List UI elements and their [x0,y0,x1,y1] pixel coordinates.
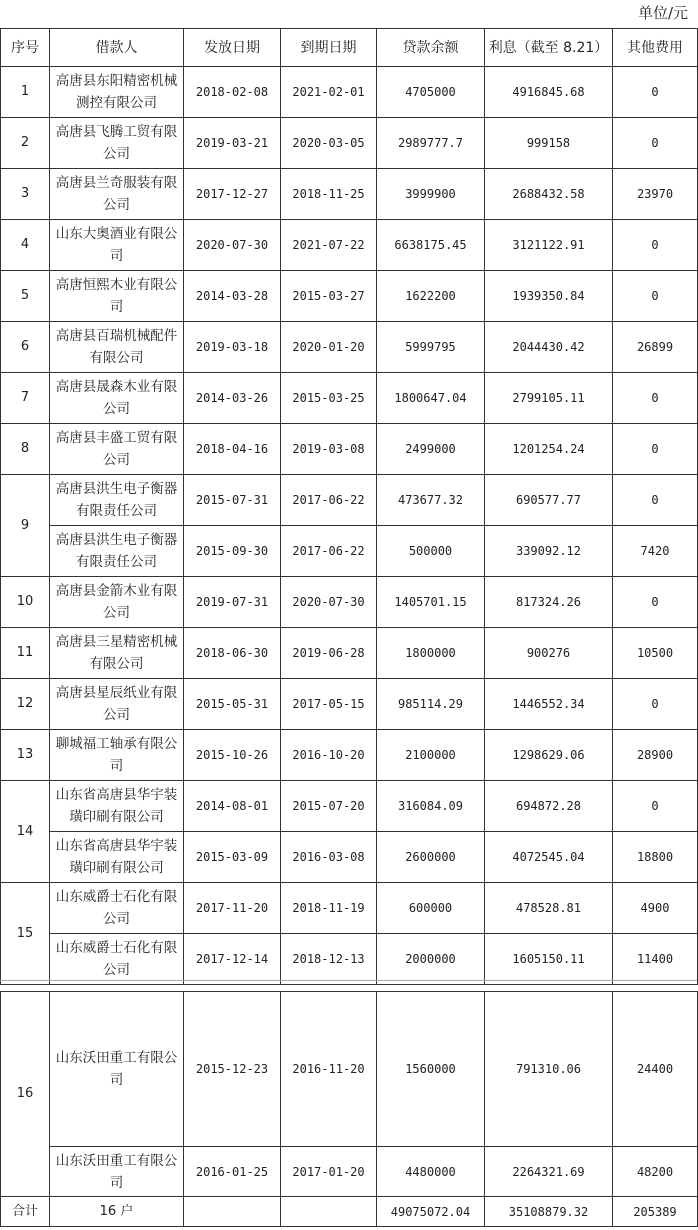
row-interest: 2799105.11 [485,373,613,424]
row-borrower: 高唐恒熙木业有限公司 [50,271,184,322]
row-issue-date: 2015-05-31 [184,679,281,730]
row-due-date: 2018-11-19 [281,883,377,934]
row-issue-date: 2014-03-26 [184,373,281,424]
row-borrower: 山东省高唐县华宇装璜印刷有限公司 [50,832,184,883]
row-issue-date: 2017-11-20 [184,883,281,934]
row-interest: 694872.28 [485,781,613,832]
total-balance: 49075072.04 [377,1197,485,1227]
header-issue-date: 发放日期 [184,29,281,67]
row-due-date: 2020-01-20 [281,322,377,373]
row-interest: 791310.06 [485,992,613,1147]
total-empty-issue [184,1197,281,1227]
row-balance: 1622200 [377,271,485,322]
row-fees: 0 [613,679,698,730]
row-interest: 690577.77 [485,475,613,526]
row-issue-date: 2019-07-31 [184,577,281,628]
row-borrower: 高唐县洪生电子衡器有限责任公司 [50,526,184,577]
row-borrower: 聊城福工轴承有限公司 [50,730,184,781]
table-row [1,271,698,322]
row-seq: 5 [1,271,50,322]
row-interest: 1939350.84 [485,271,613,322]
row-due-date: 2015-03-27 [281,271,377,322]
header-row [1,29,698,67]
row-borrower: 高唐县星辰纸业有限公司 [50,679,184,730]
row-borrower: 高唐县兰奇服装有限公司 [50,169,184,220]
row-borrower: 山东威爵士石化有限公司 [50,934,184,985]
table-row [1,781,698,832]
row-fees: 28900 [613,730,698,781]
row-fees: 0 [613,475,698,526]
row-borrower: 山东沃田重工有限公司 [50,992,184,1147]
row-interest: 2044430.42 [485,322,613,373]
row-borrower: 高唐县三星精密机械有限公司 [50,628,184,679]
row-interest: 817324.26 [485,577,613,628]
row-due-date: 2015-03-25 [281,373,377,424]
row-balance: 500000 [377,526,485,577]
row-fees: 0 [613,577,698,628]
row-issue-date: 2015-09-30 [184,526,281,577]
row-due-date: 2020-03-05 [281,118,377,169]
row-due-date: 2017-05-15 [281,679,377,730]
row-issue-date: 2018-06-30 [184,628,281,679]
row-issue-date: 2015-10-26 [184,730,281,781]
row-balance: 2989777.7 [377,118,485,169]
row-fees: 0 [613,271,698,322]
row-balance: 5999795 [377,322,485,373]
row-issue-date: 2017-12-14 [184,934,281,985]
row-balance: 6638175.45 [377,220,485,271]
page-break-line [0,980,697,981]
row-issue-date: 2014-08-01 [184,781,281,832]
header-balance: 贷款余额 [377,29,485,67]
row-issue-date: 2017-12-27 [184,169,281,220]
total-row [1,1197,698,1227]
row-balance: 985114.29 [377,679,485,730]
row-seq: 6 [1,322,50,373]
row-borrower: 山东省高唐县华宇装璜印刷有限公司 [50,781,184,832]
table-row [1,526,698,577]
row-seq: 2 [1,118,50,169]
row-interest: 1298629.06 [485,730,613,781]
row-interest: 3121122.91 [485,220,613,271]
row-issue-date: 2015-07-31 [184,475,281,526]
row-balance: 600000 [377,883,485,934]
table-row [1,679,698,730]
row-fees: 11400 [613,934,698,985]
row-balance: 2499000 [377,424,485,475]
header-seq: 序号 [1,29,50,67]
row-interest: 1605150.11 [485,934,613,985]
row-borrower: 高唐县百瑞机械配件有限公司 [50,322,184,373]
row-balance: 1560000 [377,992,485,1147]
table-row [1,577,698,628]
row-borrower: 山东沃田重工有限公司 [50,1147,184,1197]
table-row [1,373,698,424]
row-fees: 4900 [613,883,698,934]
row-due-date: 2017-06-22 [281,475,377,526]
row-fees: 18800 [613,832,698,883]
table-row [1,424,698,475]
row-fees: 0 [613,781,698,832]
loan-table-continued [0,991,698,1227]
header-due-date: 到期日期 [281,29,377,67]
row-issue-date: 2015-03-09 [184,832,281,883]
row-interest: 999158 [485,118,613,169]
table-row [1,1147,698,1197]
row-interest: 478528.81 [485,883,613,934]
row-interest: 2264321.69 [485,1147,613,1197]
total-empty-due [281,1197,377,1227]
row-seq: 4 [1,220,50,271]
row-seq: 13 [1,730,50,781]
row-balance: 473677.32 [377,475,485,526]
row-due-date: 2015-07-20 [281,781,377,832]
row-seq: 1 [1,67,50,118]
table-row [1,992,698,1147]
row-due-date: 2021-02-01 [281,67,377,118]
table-row [1,475,698,526]
row-borrower: 高唐县东阳精密机械测控有限公司 [50,67,184,118]
header-interest: 利息（截至 8.21） [485,29,613,67]
row-interest: 4072545.04 [485,832,613,883]
table-row [1,883,698,934]
row-fees: 0 [613,118,698,169]
row-due-date: 2016-11-20 [281,992,377,1147]
row-due-date: 2017-01-20 [281,1147,377,1197]
row-fees: 0 [613,67,698,118]
header-borrower: 借款人 [50,29,184,67]
row-fees: 24400 [613,992,698,1147]
row-balance: 4705000 [377,67,485,118]
row-issue-date: 2018-04-16 [184,424,281,475]
row-fees: 7420 [613,526,698,577]
row-fees: 26899 [613,322,698,373]
row-balance: 316084.09 [377,781,485,832]
row-borrower: 高唐县丰盛工贸有限公司 [50,424,184,475]
row-due-date: 2020-07-30 [281,577,377,628]
row-fees: 0 [613,220,698,271]
row-due-date: 2016-10-20 [281,730,377,781]
row-fees: 0 [613,373,698,424]
row-due-date: 2018-11-25 [281,169,377,220]
table-row [1,220,698,271]
row-due-date: 2017-06-22 [281,526,377,577]
row-fees: 10500 [613,628,698,679]
row-balance: 1405701.15 [377,577,485,628]
total-count: 16 户 [50,1197,184,1227]
row-interest: 2688432.58 [485,169,613,220]
header-fees: 其他费用 [613,29,698,67]
row-seq: 16 [1,992,50,1197]
row-due-date: 2019-06-28 [281,628,377,679]
total-fees: 205389 [613,1197,698,1227]
row-seq: 12 [1,679,50,730]
loan-table [0,28,698,985]
row-interest: 1201254.24 [485,424,613,475]
table-row [1,322,698,373]
row-issue-date: 2014-03-28 [184,271,281,322]
row-interest: 4916845.68 [485,67,613,118]
table-row [1,832,698,883]
row-seq: 15 [1,883,50,985]
row-balance: 2600000 [377,832,485,883]
row-issue-date: 2020-07-30 [184,220,281,271]
row-due-date: 2019-03-08 [281,424,377,475]
row-issue-date: 2019-03-21 [184,118,281,169]
row-seq: 14 [1,781,50,883]
row-balance: 2100000 [377,730,485,781]
table-row [1,169,698,220]
row-balance: 1800000 [377,628,485,679]
row-interest: 900276 [485,628,613,679]
row-seq: 11 [1,628,50,679]
row-borrower: 山东大奥酒业有限公司 [50,220,184,271]
row-borrower: 高唐县晟森木业有限公司 [50,373,184,424]
row-balance: 1800647.04 [377,373,485,424]
row-issue-date: 2018-02-08 [184,67,281,118]
row-borrower: 高唐县飞腾工贸有限公司 [50,118,184,169]
table-row [1,118,698,169]
table-row [1,934,698,985]
row-due-date: 2021-07-22 [281,220,377,271]
row-balance: 3999900 [377,169,485,220]
row-balance: 4480000 [377,1147,485,1197]
row-fees: 0 [613,424,698,475]
row-issue-date: 2019-03-18 [184,322,281,373]
row-seq: 8 [1,424,50,475]
row-seq: 7 [1,373,50,424]
row-due-date: 2016-03-08 [281,832,377,883]
row-issue-date: 2015-12-23 [184,992,281,1147]
unit-label: 单位/元 [637,4,688,22]
row-interest: 1446552.34 [485,679,613,730]
row-due-date: 2018-12-13 [281,934,377,985]
row-fees: 48200 [613,1147,698,1197]
row-balance: 2000000 [377,934,485,985]
table-row [1,67,698,118]
row-borrower: 高唐县洪生电子衡器有限责任公司 [50,475,184,526]
total-label: 合计 [1,1197,50,1227]
table-row [1,628,698,679]
row-fees: 23970 [613,169,698,220]
row-borrower: 高唐县金箭木业有限公司 [50,577,184,628]
row-interest: 339092.12 [485,526,613,577]
total-interest: 35108879.32 [485,1197,613,1227]
row-seq: 3 [1,169,50,220]
row-issue-date: 2016-01-25 [184,1147,281,1197]
row-borrower: 山东威爵士石化有限公司 [50,883,184,934]
row-seq: 9 [1,475,50,577]
table-row [1,730,698,781]
row-seq: 10 [1,577,50,628]
